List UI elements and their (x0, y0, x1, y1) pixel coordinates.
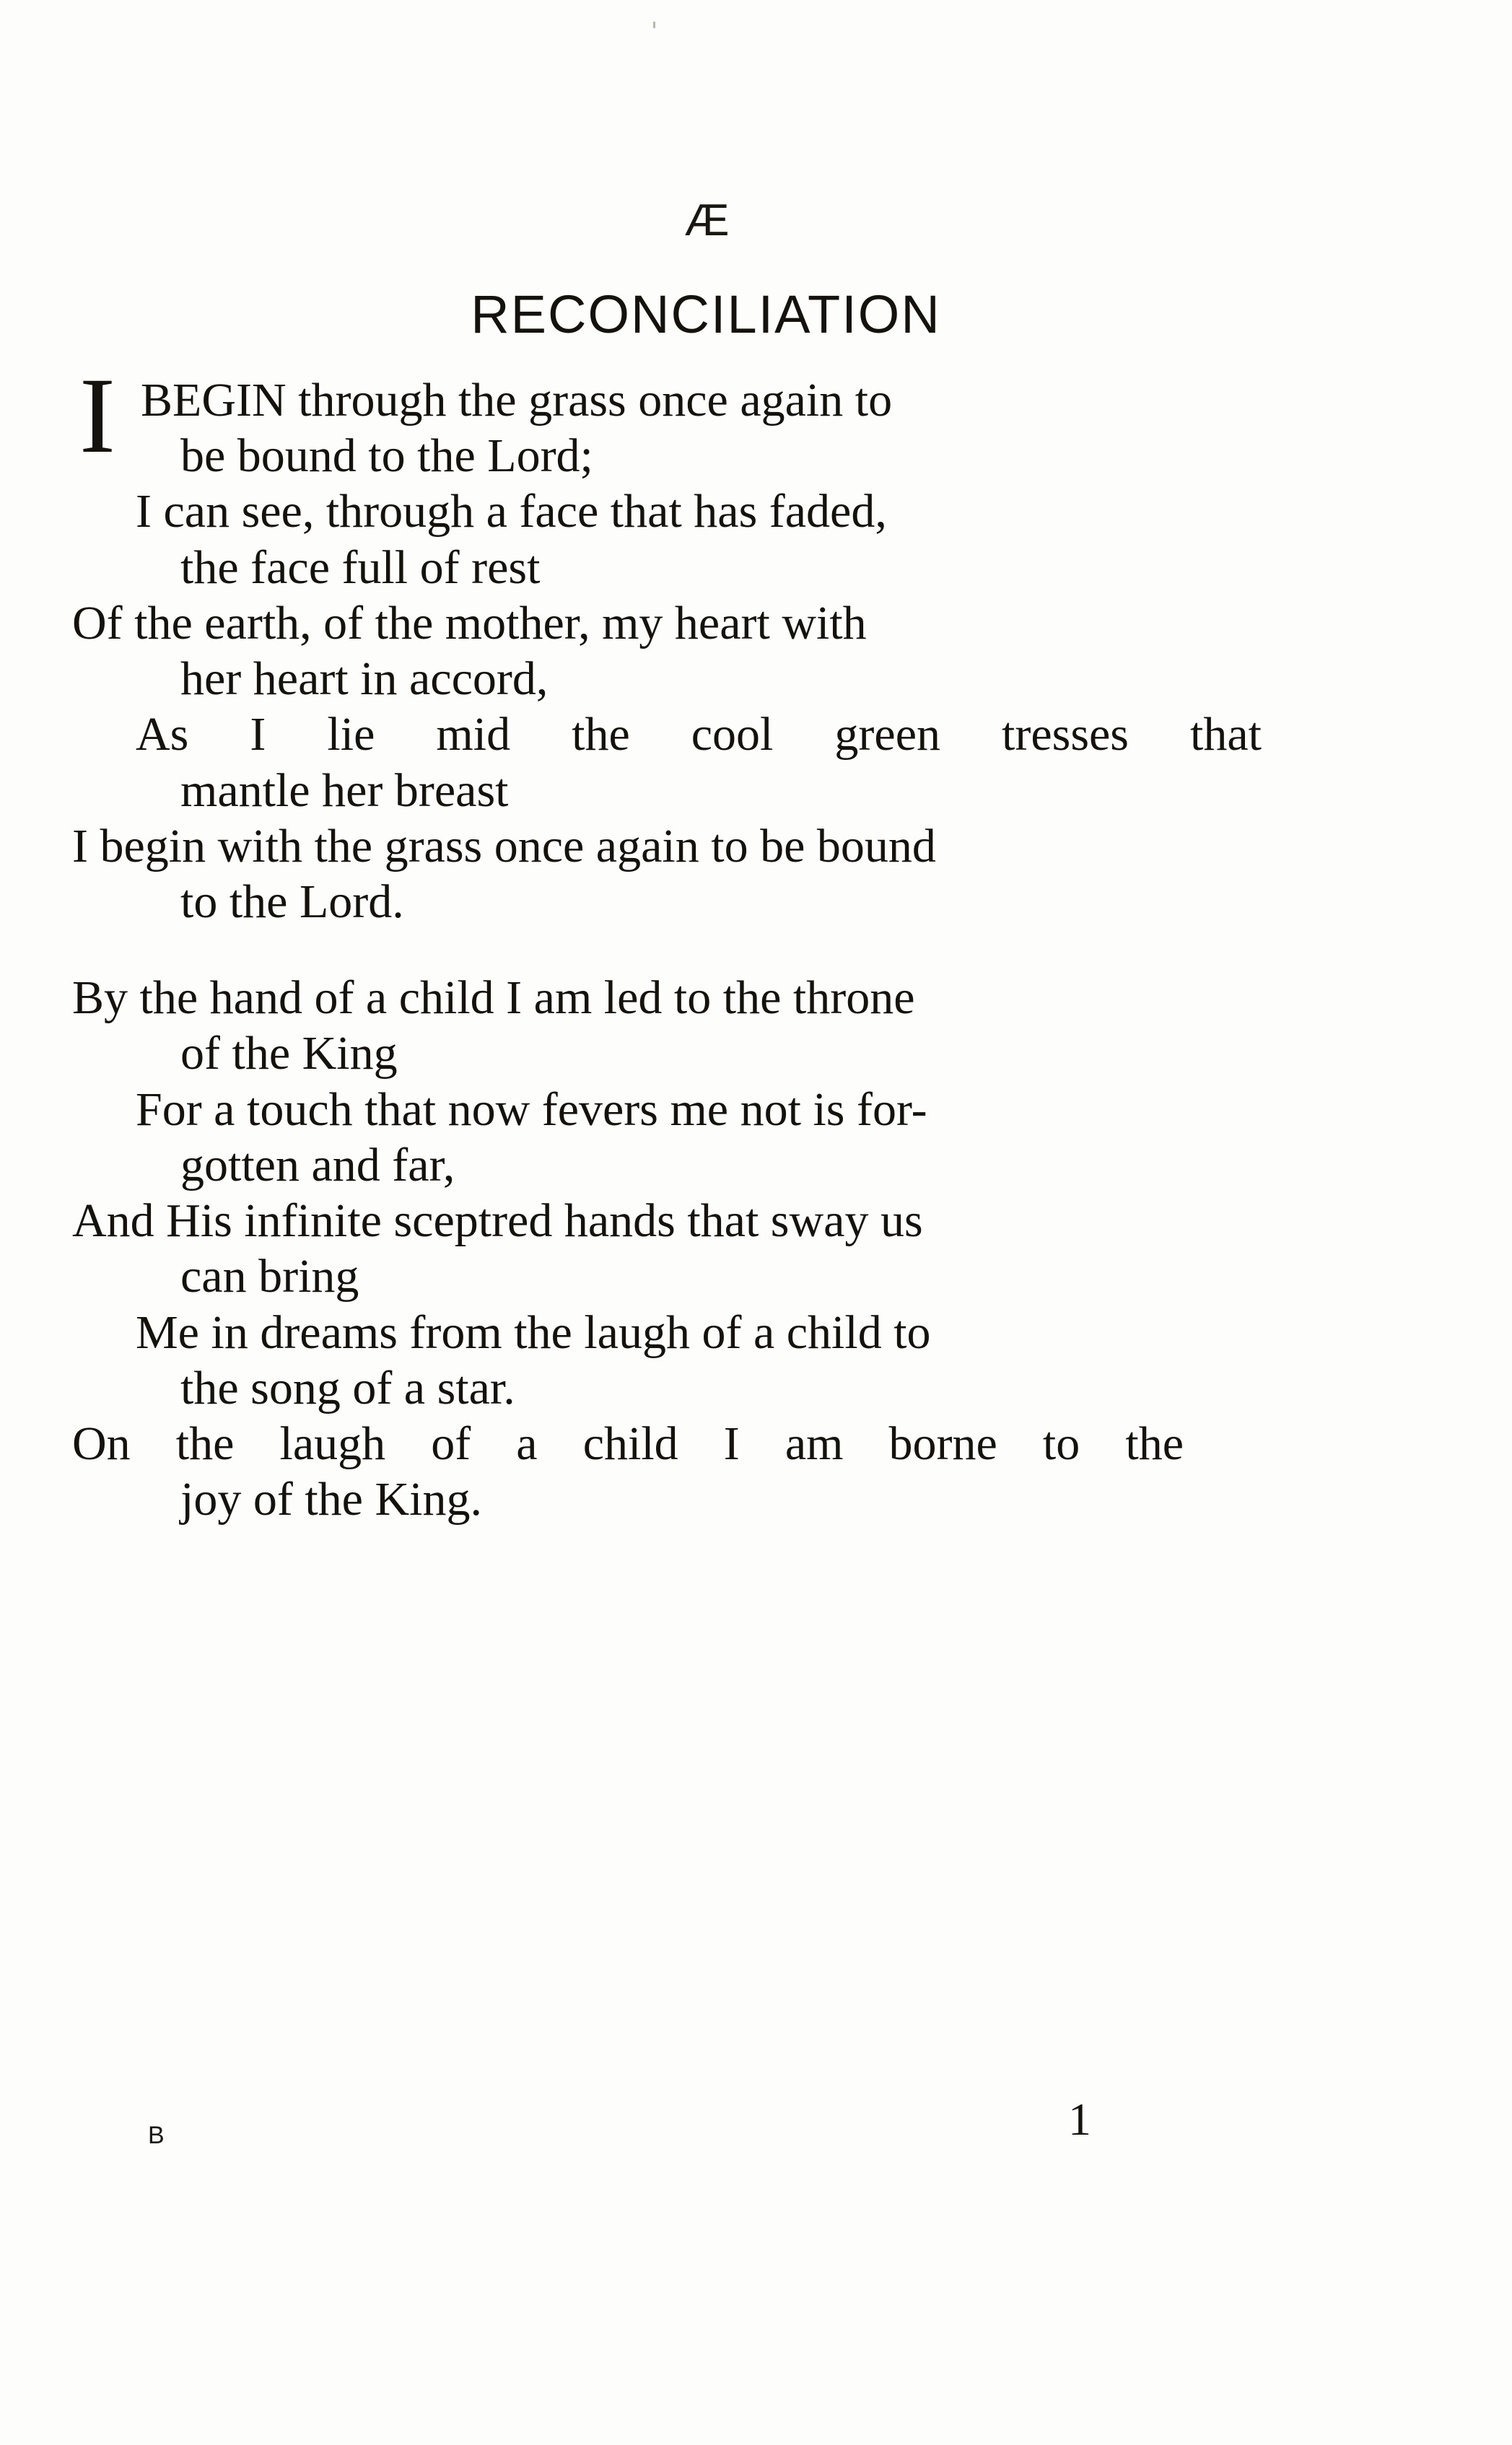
dropcap-block (72, 356, 1328, 484)
page-title: RECONCILIATION (471, 284, 941, 344)
poem-line: joy of the King. (180, 1473, 482, 1526)
poem-line: BEGIN through the grass once again to (141, 374, 893, 427)
page-number: 1 (1068, 2094, 1091, 2145)
poem-line: By the hand of a child I am led to the throne (72, 971, 915, 1025)
drop-cap-letter: I (79, 356, 115, 476)
author-mark: Æ (684, 196, 730, 245)
stanza (72, 970, 1328, 1527)
poem-line: to the Lord. (180, 875, 404, 928)
paper-speck (653, 22, 655, 28)
poem-line: the song of a star. (180, 1361, 515, 1414)
signature-mark: B (148, 2122, 165, 2149)
poem-line: For a touch that now fevers me not is for- (136, 1082, 927, 1136)
poem-line: I begin with the grass once again to be bound (72, 819, 936, 872)
poem-line: Me in dreams from the laugh of a child to (136, 1305, 931, 1359)
poem-line: the face full of rest (180, 541, 541, 594)
poem-line: And His infinite sceptred hands that sway us (72, 1194, 923, 1248)
stanza (72, 356, 1328, 930)
poem-body (72, 195, 1328, 1527)
poem-line: of the King (180, 1027, 398, 1080)
poem-line: I can see, through a face that has faded, (136, 485, 887, 538)
poem-line: As I lie mid the cool green tresses that (136, 708, 1262, 761)
poem-line: her heart in accord, (180, 652, 549, 706)
poem-line: be bound to the Lord; (180, 429, 593, 483)
poem-line: can bring (180, 1250, 359, 1303)
poem-line: On the laugh of a child I am borne to the (72, 1417, 1184, 1470)
poem-line: gotten and far, (180, 1138, 455, 1191)
poem-line: Of the earth, of the mother, my heart with (72, 596, 867, 649)
poem-line: mantle her breast (180, 764, 509, 817)
